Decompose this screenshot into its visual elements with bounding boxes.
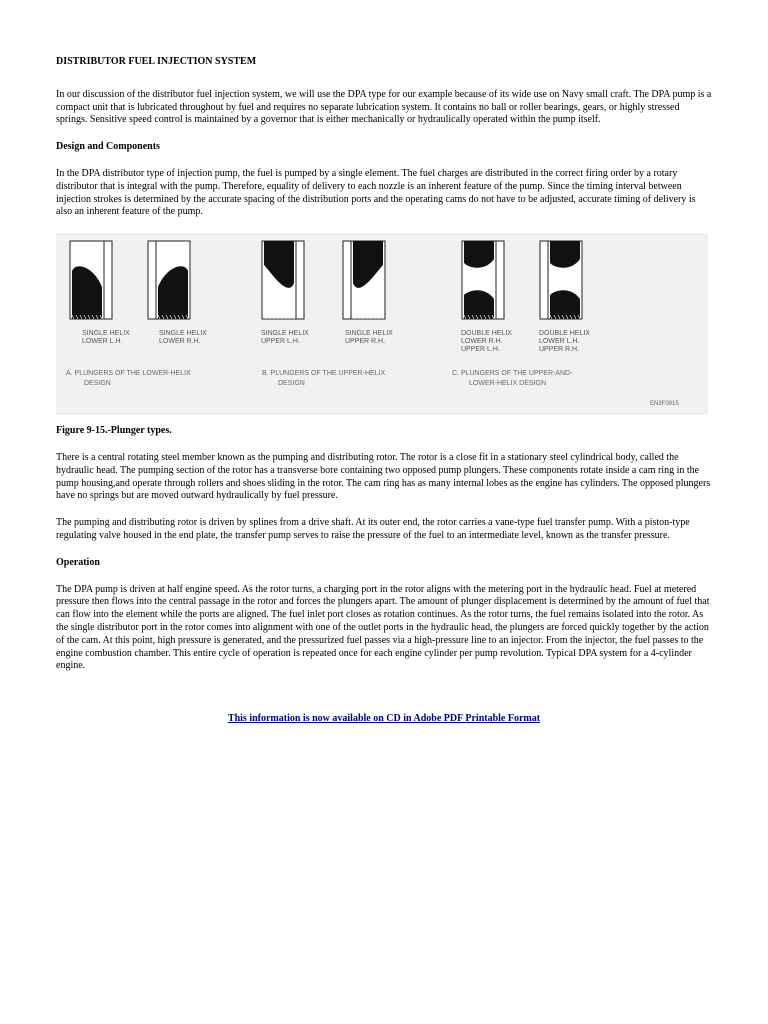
design-paragraph: In the DPA distributor type of injection pump, the fuel is pumped by a single element. The fuel charges are distributed in the correct firing order by a rotary distributor that is integral with the pump. Therefore, equality of delivery to each nozzle is an inherent feature of the pump. Since the timing interval between injection strokes is determined by the accurate spacing of the distribution ports and the operating cams do not have to be adjusted, accurate timing of delivery is also an inherent feature of the pump.	[56, 167, 696, 218]
group-label-a1: A. PLUNGERS OF THE LOWER-HELIX	[66, 370, 191, 378]
plunger-label-5b: LOWER R.H.	[461, 338, 503, 346]
plunger-label-4a: SINGLE HELIX	[345, 330, 393, 338]
cd-pdf-link[interactable]: This information is now available on CD in Adobe PDF Printable Format	[227, 713, 541, 725]
plunger-label-2b: LOWER R.H.	[159, 338, 201, 346]
figure-caption: Figure 9-15.-Plunger types.	[56, 425, 172, 437]
plunger-label-6c: UPPER R.H.	[539, 346, 580, 354]
plunger-figure	[56, 233, 708, 415]
plunger-label-5c: UPPER L.H.	[461, 346, 500, 354]
drive-paragraph: The pumping and distributing rotor is driven by splines from a drive shaft. At its outer end, the rotor carries a vane-type fuel transfer pump. With a piston-type regulating valve housed in the end plate, the transfer pump serves to raise the pressure of the fuel to an intermediate level, known as the transfer pressure.	[56, 517, 690, 541]
plunger-label-2a: SINGLE HELIX	[159, 330, 207, 338]
figure-code: EN3F0915	[650, 401, 679, 408]
plunger-drawing-4	[343, 241, 385, 319]
plunger-drawing-2	[148, 241, 190, 319]
plunger-label-6b: LOWER L.H.	[539, 338, 580, 346]
page-title: DISTRIBUTOR FUEL INJECTION SYSTEM	[56, 56, 257, 67]
plunger-label-4b: UPPER R.H.	[345, 338, 386, 346]
cd-link-row	[56, 713, 712, 726]
plunger-drawing-5	[462, 241, 504, 319]
rotor-paragraph: There is a central rotating steel member known as the pumping and distributing rotor. The rotor is a close fit in a stationary steel cylindrical body, called the hydraulic head. The pumping section of the rotor has a transverse bore containing two opposed pump plungers. These components rotate inside a cam ring in the pump housing,and operate through rollers and shoes sliding in the rotor. The cam ring has as many internal lobes as the engine has cylinders. The opposed plungers have no springs but are moved outward hydraulically by fuel pressure.	[56, 451, 711, 502]
plunger-drawing-3	[262, 241, 304, 319]
group-label-a2: DESIGN	[84, 380, 111, 388]
plunger-label-6a: DOUBLE HELIX	[539, 330, 590, 338]
plunger-drawing-6	[540, 241, 582, 319]
intro-paragraph: In our discussion of the distributor fuel injection system, we will use the DPA type for our example because of its wide use on Navy small craft. The DPA pump is a compact unit that is lubricated throughout by fuel and requires no separate lubrication system. It contains no ball or roller bearings, gears, or highly stressed springs. Sensitive speed control is maintained by a governor that is either mechanically or hydraulically operated within the pump itself.	[56, 88, 712, 126]
group-label-b2: DESIGN	[278, 380, 305, 388]
plunger-diagram	[56, 233, 708, 415]
plunger-label-3a: SINGLE HELIX	[261, 330, 309, 338]
group-label-c1: C. PLUNGERS OF THE UPPER-AND-	[452, 370, 573, 378]
plunger-label-1b: LOWER L.H.	[82, 338, 123, 346]
group-label-b1: B. PLUNGERS OF THE UPPER-HELIX	[262, 370, 386, 378]
operation-paragraph: The DPA pump is driven at half engine speed. As the rotor turns, a charging port in the rotor aligns with the metering port in the hydraulic head. Fuel at metered pressure then flows into the central passage in the rotor and forces the plungers apart. The amount of plunger displacement is determined by the amount of fuel that can flow into the element while the ports are aligned. The fuel inlet port closes as rotation continues. As the rotor turns, the fuel remains isolated into the rotor. As the single distributor port in the rotor comes into alignment with one of the outlet ports in the hydraulic head, the plungers are forced quickly together by the action of the cam. At this point, high pressure is generated, and the pressurized fuel passes via a high-pressure line to an injector. From the injector, the fuel passes to the engine combustion chamber. This entire cycle of operation is repeated once for each engine cylinder per pump revolution. Typical DPA system for a 4-cylinder engine.	[56, 583, 710, 672]
section-heading-design: Design and Components	[56, 141, 160, 153]
plunger-drawing-1	[70, 241, 112, 319]
plunger-label-1a: SINGLE HELIX	[82, 330, 130, 338]
document-page	[56, 56, 712, 726]
plunger-label-5a: DOUBLE HELIX	[461, 330, 512, 338]
section-heading-operation: Operation	[56, 556, 100, 568]
group-label-c2: LOWER-HELIX DESIGN	[469, 380, 547, 388]
plunger-label-3b: UPPER L.H.	[261, 338, 300, 346]
